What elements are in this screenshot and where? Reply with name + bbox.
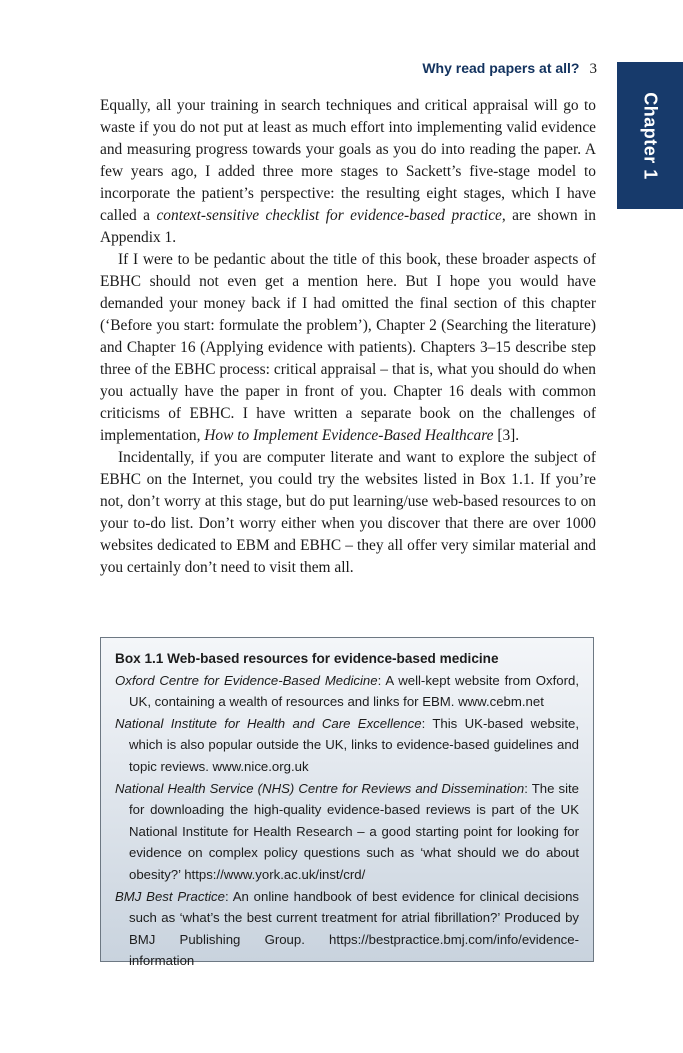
box-item — [115, 713, 579, 778]
box-item — [115, 886, 579, 972]
resource-name: Oxford Centre for Evidence-Based Medicine — [115, 672, 378, 688]
resource-description: : The site for downloading the high-quality evidence-based reviews is part of the UK National Institute for Health Research – a good starting point for looking for evidence on complex policy questions such as ‘what should we do about obesity?’ https://www.york.ac.uk/inst/crd/ — [129, 780, 580, 882]
box-item — [115, 670, 579, 713]
box-item — [115, 778, 579, 886]
body-text — [100, 95, 596, 579]
resource-description: : This UK-based website, which is also popular outside the UK, links to evidence-based guidelines and topic reviews. www.nice.org.uk — [129, 715, 580, 774]
resource-name: National Health Service (NHS) Centre for Reviews and Dissemination — [115, 780, 525, 796]
box-title: Box 1.1 Web-based resources for evidence-based medicine — [115, 651, 499, 666]
resource-description: : An online handbook of best evidence for clinical decisions such as ‘what’s the best current treatment for atrial fibrillation?’ Produced by BMJ Publishing Group. https://bestpractice.bmj.com/info/evidence-information — [129, 888, 580, 969]
paragraph-2: If I were to be pedantic about the title of this book, these broader aspects of EBHC should not even get a mention here. But I hope you would have demanded your money back if I had omitted the final section of this chapter (‘Before you start: formulate the problem’), Chapter 2 (Searching the literature) and Chapter 16 (Applying evidence with patients). Chapters 3–15 describe step three of the EBHC process: critical appraisal – that is, what you should do when you actually have the paper in front of you. Chapter 16 deals with common criticisms of EBHC. I have written a separate book on the challenges of implementation, How to Implement Evidence-Based Healthcare [3]. — [100, 251, 596, 444]
resource-description: : A well-kept website from Oxford, UK, containing a wealth of resources and links for EBM. www.cebm.net — [129, 672, 580, 710]
resource-name: National Institute for Health and Care Excellence — [115, 715, 422, 731]
paragraph-3: Incidentally, if you are computer literate and want to explore the subject of EBHC on the Internet, you could try the websites listed in Box 1.1. If you’re not, don’t worry at this stage, but do put learning/use web-based resources to on your to-do list. Don’t worry either when you discover that there are over 1000 websites dedicated to EBM and EBHC – they all offer very similar material and you certainly don’t need to visit them all. — [100, 449, 596, 576]
running-title: Why read papers at all? — [422, 60, 580, 76]
resources-box — [100, 637, 594, 969]
page-number: 3 — [589, 61, 597, 77]
chapter-tab-label: Chapter 1 — [640, 91, 661, 180]
running-head — [422, 60, 597, 78]
chapter-tab — [617, 62, 683, 209]
paragraph-1: Equally, all your training in search techniques and critical appraisal will go to waste if you do not put at least as much effort into implementing valid evidence and measuring progress towards your goals as you do into reading the paper. A few years ago, I added three more stages to Sackett’s five-stage model to incorporate the patient’s perspective: the resulting eight stages, which I have called a context-sensitive checklist for evidence-based practice, are shown in Appendix 1. — [100, 97, 596, 246]
resource-name: BMJ Best Practice — [115, 888, 225, 904]
italic-phrase: context-sensitive checklist for evidence-based practice — [156, 207, 502, 224]
book-title: How to Implement Evidence-Based Healthcare — [204, 427, 494, 444]
